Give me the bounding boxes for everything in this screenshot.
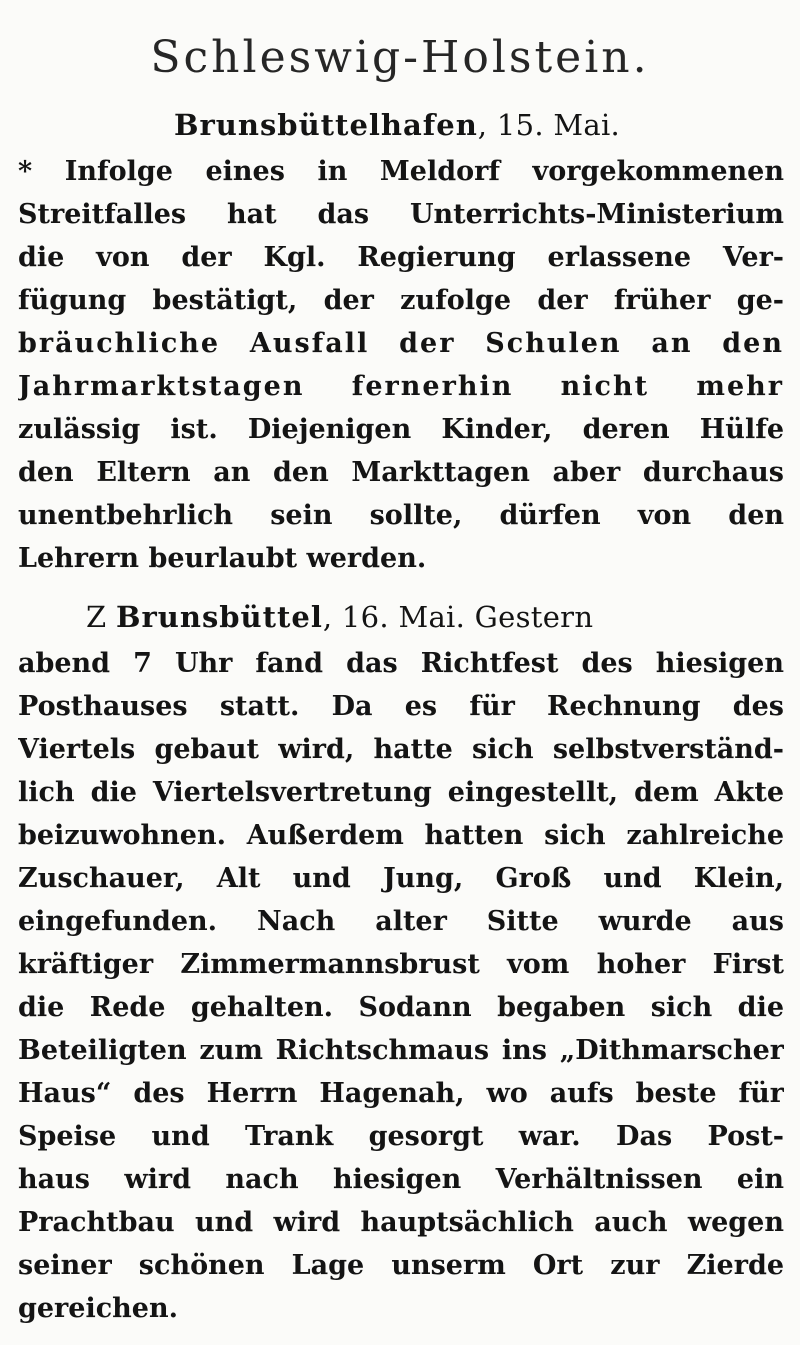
dateline bbox=[18, 592, 784, 642]
text-line: fügung bestätigt, der zufolge der früher ge- bbox=[18, 285, 784, 316]
article-brunsbuettel bbox=[18, 592, 784, 1330]
text-line: beizuwohnen. Außerdem hatten sich zahlreiche bbox=[18, 820, 784, 851]
text-line: Jahrmarktstagen fernerhin nicht mehr bbox=[18, 371, 784, 402]
article-brunsbuettelhafen bbox=[18, 100, 784, 580]
text-line: Zuschauer, Alt und Jung, Groß und Klein, bbox=[18, 863, 784, 894]
text-line: abend 7 Uhr fand das Richtfest des hiesigen bbox=[18, 648, 784, 679]
text-line: gereichen. bbox=[18, 1293, 178, 1324]
text-line: eingefunden. Nach alter Sitte wurde aus bbox=[18, 906, 784, 937]
dateline-place: Brunsbüttelhafen bbox=[174, 108, 478, 142]
text-line: Posthauses statt. Da es für Rechnung des bbox=[18, 691, 784, 722]
text-line: die von der Kgl. Regierung erlassene Ver- bbox=[18, 242, 784, 273]
text-line: lich die Viertelsvertretung eingestellt, dem Akte bbox=[18, 777, 784, 808]
text-line: kräftiger Zimmermannsbrust vom hoher First bbox=[18, 949, 784, 980]
text-line: den Eltern an den Markttagen aber durchaus bbox=[18, 457, 784, 488]
text-line: Streitfalles hat das Unterrichts-Ministerium bbox=[18, 199, 784, 230]
text-line: zulässig ist. Diejenigen Kinder, deren Hülfe bbox=[18, 414, 784, 445]
dateline-date: , 16. Mai. Gestern bbox=[322, 600, 594, 634]
text-line: Lehrern beurlaubt werden. bbox=[18, 543, 427, 574]
section-heading: Schleswig-Holstein. bbox=[150, 32, 650, 83]
dateline-place: Brunsbüttel bbox=[115, 600, 323, 634]
correspondent-mark: Z bbox=[86, 600, 107, 634]
text-line: Haus“ des Herrn Hagenah, wo aufs beste für bbox=[18, 1078, 784, 1109]
text-line: * Infolge eines in Meldorf vorgekommenen bbox=[18, 156, 784, 187]
text-line: Prachtbau und wird hauptsächlich auch wegen bbox=[18, 1207, 784, 1238]
text-line: Viertels gebaut wird, hatte sich selbstverständ- bbox=[18, 734, 784, 765]
text-line: die Rede gehalten. Sodann begaben sich die bbox=[18, 992, 784, 1023]
dateline bbox=[18, 100, 784, 150]
dateline-date: , 15. Mai. bbox=[477, 108, 621, 142]
text-line: seiner schönen Lage unserm Ort zur Zierde bbox=[18, 1250, 784, 1281]
text-line: Beteiligten zum Richtschmaus ins „Dithmarscher bbox=[18, 1035, 784, 1066]
text-line: Speise und Trank gesorgt war. Das Post- bbox=[18, 1121, 784, 1152]
text-line: unentbehrlich sein sollte, dürfen von den bbox=[18, 500, 784, 531]
text-line: bräuchliche Ausfall der Schulen an den bbox=[18, 328, 784, 359]
text-line: haus wird nach hiesigen Verhältnissen ein bbox=[18, 1164, 784, 1195]
